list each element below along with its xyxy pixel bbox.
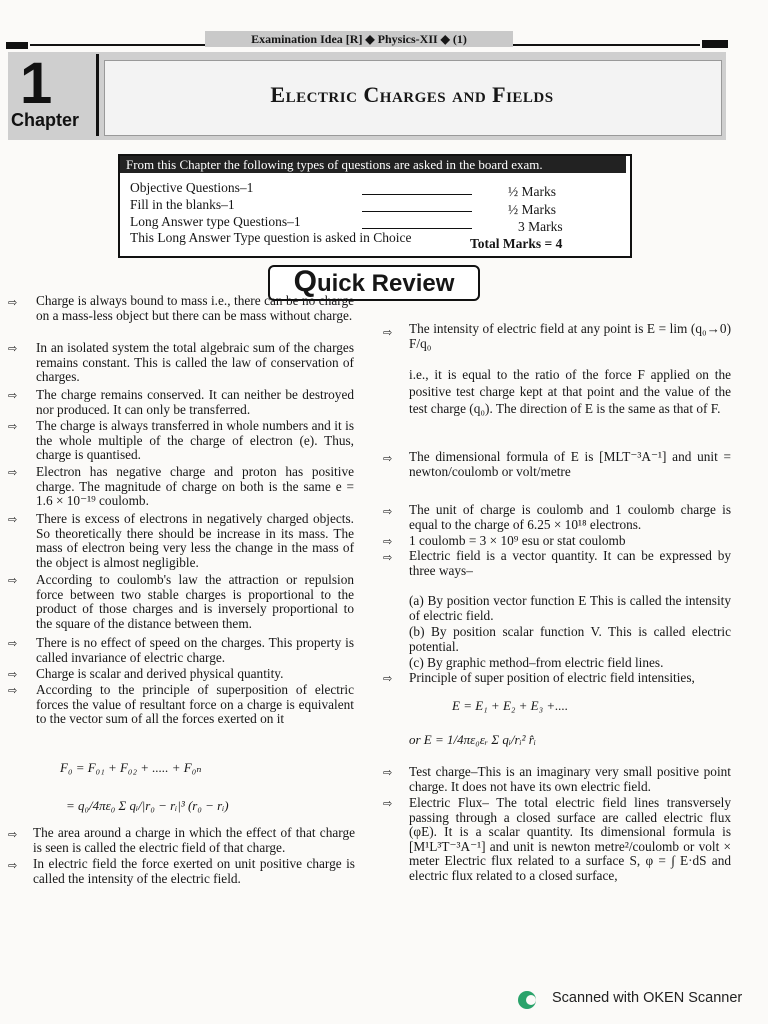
scanner-logo-inner <box>526 995 536 1005</box>
arrow-bullet-icon: ⇨ <box>8 684 18 697</box>
review-point: Principle of super position of electric field intensities, <box>409 670 695 685</box>
review-point: The charge is always transferred in whole numbers and it is the whole multiple of the charge of electron (e). Thus, charge is quantised. <box>36 418 354 463</box>
running-header: Examination Idea [R] ◆ Physics-XII ◆ (1) <box>205 31 513 47</box>
exam-row-label: Fill in the blanks–1 <box>130 197 235 212</box>
header-rule-right <box>702 40 728 48</box>
arrow-bullet-icon: ⇨ <box>8 859 18 872</box>
review-point: The intensity of electric field at any point is E = lim (q₀→0) F/q₀ <box>409 321 731 351</box>
chapter-label: Chapter <box>11 110 80 130</box>
review-point: The area around a charge in which the effect of that charge is seen is called the electric field of that charge. <box>33 825 355 855</box>
chapter-number: 1 <box>20 51 53 116</box>
exam-row-marks: ½ Marks <box>508 202 556 217</box>
arrow-bullet-icon: ⇨ <box>383 326 393 339</box>
exam-total-marks: Total Marks = 4 <box>470 236 563 251</box>
review-point: In an isolated system the total algebraic sum of the charges remains constant. This is called the law of conservation of charges. <box>36 340 354 385</box>
review-point: According to coulomb's law the attraction or repulsion force between two stable charges is proportional to the product of those charges and is inversely proportional to the square of the distance between them. <box>36 572 354 631</box>
review-point: 1 coulomb = 3 × 10⁹ esu or stat coulomb <box>409 533 626 548</box>
exam-row-blank <box>362 211 472 212</box>
chapter-divider <box>96 54 99 136</box>
arrow-bullet-icon: ⇨ <box>8 574 18 587</box>
review-subpoint: (c) By graphic method–from electric field lines. <box>409 655 664 670</box>
review-point: i.e., it is equal to the ratio of the force F applied on the positive test charge kept at that point and the value of the test charge (q₀). The direction of E is the same as that of F. <box>409 367 731 416</box>
review-point: In electric field the force exerted on unit positive charge is called the intensity of the electric field. <box>33 856 355 886</box>
review-subpoint: (b) By position scalar function V. This is called electric potential. <box>409 624 731 654</box>
review-point: The unit of charge is coulomb and 1 coulomb charge is equal to the charge of 6.25 × 10¹⁸ electrons. <box>409 502 731 532</box>
arrow-bullet-icon: ⇨ <box>8 513 18 526</box>
arrow-bullet-icon: ⇨ <box>8 668 18 681</box>
arrow-bullet-icon: ⇨ <box>383 452 393 465</box>
arrow-bullet-icon: ⇨ <box>383 551 393 564</box>
review-point: Electric field is a vector quantity. It can be expressed by three ways– <box>409 548 731 578</box>
arrow-bullet-icon: ⇨ <box>383 797 393 810</box>
arrow-bullet-icon: ⇨ <box>8 342 18 355</box>
arrow-bullet-icon: ⇨ <box>8 420 18 433</box>
exam-row-label: Objective Questions–1 <box>130 180 254 195</box>
exam-row-marks: ½ Marks <box>508 184 556 199</box>
review-point: Electric Flux– The total electric field lines transversely passing through a closed surface are called electric flux (φE). It is a scalar quantity. Its dimensional formula is [M¹L³T⁻³A⁻¹] and unit is newton metre²/coulomb or volt × meter Electric flux related to a surface S, φ = ∫ E·dS and electric flux related to a closed surface, <box>409 795 731 883</box>
arrow-bullet-icon: ⇨ <box>383 535 393 548</box>
review-point: Charge is scalar and derived physical quantity. <box>36 666 284 681</box>
review-point: Charge is always bound to mass i.e., there can be no charge on a mass-less object but there can be mass without charge. <box>36 293 354 323</box>
exam-row-label: This Long Answer Type question is asked in Choice <box>130 230 412 245</box>
arrow-bullet-icon: ⇨ <box>8 296 18 309</box>
arrow-bullet-icon: ⇨ <box>8 637 18 650</box>
chapter-title: Electric Charges and Fields <box>270 82 554 107</box>
exam-pattern-heading: From this Chapter the following types of questions are asked in the board exam. <box>120 156 626 173</box>
header-rule-left <box>6 42 28 49</box>
quick-review-rest: uick Review <box>316 270 455 297</box>
review-subpoint: (a) By position vector function E This is called the intensity of electric field. <box>409 593 731 623</box>
review-point: Test charge–This is an imaginary very small positive point charge. It does not have its own electric field. <box>409 764 731 794</box>
arrow-bullet-icon: ⇨ <box>383 672 393 685</box>
superposition-force-formula: F₀ = F₀₁ + F₀₂ + ..... + F₀ₙ <box>60 760 202 775</box>
review-point: The dimensional formula of E is [MLT⁻³A⁻¹] and unit = newton/coulomb or volt/metre <box>409 449 731 479</box>
exam-row-label: Long Answer type Questions–1 <box>130 214 301 229</box>
arrow-bullet-icon: ⇨ <box>8 389 18 402</box>
field-sum-formula: or E = 1/4πε₀εᵣ Σ qᵢ/rᵢ² r̂ᵢ <box>409 732 536 747</box>
scanner-watermark: Scanned with OKEN Scanner <box>552 990 743 1006</box>
review-point: The charge remains conserved. It can neither be destroyed nor produced. It can only be transferred. <box>36 387 354 417</box>
quick-review-initial: Q <box>293 265 317 298</box>
review-point: There is excess of electrons in negatively charged objects. So theoretically there should be increase in its mass. The mass of electron being very less the change in the mass of the object is almost negligible. <box>36 511 354 570</box>
exam-row-marks: 3 Marks <box>518 219 563 234</box>
review-point: Electron has negative charge and proton has positive charge. The magnitude of charge on both is the same e = 1.6 × 10⁻¹⁹ coulomb. <box>36 464 354 509</box>
review-point: According to the principle of superposition of electric forces the value of resultant force on a charge is equivalent to the vector sum of all the forces exerted on it <box>36 682 354 727</box>
arrow-bullet-icon: ⇨ <box>8 466 18 479</box>
review-point: There is no effect of speed on the charges. This property is called invariance of electric charge. <box>36 635 354 665</box>
arrow-bullet-icon: ⇨ <box>383 766 393 779</box>
arrow-bullet-icon: ⇨ <box>383 505 393 518</box>
exam-row-blank <box>362 194 472 195</box>
arrow-bullet-icon: ⇨ <box>8 828 18 841</box>
coulomb-sum-formula: = q₀/4πε₀ Σ qᵢ/|r₀ − rᵢ|³ (r₀ − rᵢ) <box>66 798 229 813</box>
exam-row-blank <box>362 228 472 229</box>
field-superposition-formula: E = E₁ + E₂ + E₃ +.... <box>452 698 569 713</box>
